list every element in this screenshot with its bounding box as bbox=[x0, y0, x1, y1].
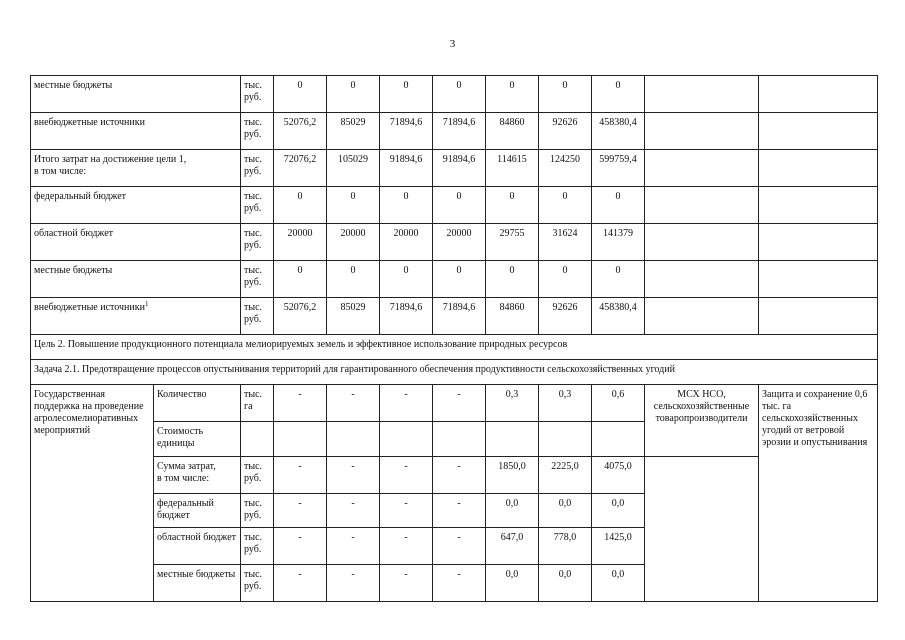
executor-cell bbox=[645, 261, 759, 298]
value-cell: - bbox=[274, 565, 327, 602]
value-cell: - bbox=[433, 565, 486, 602]
indicator-label: областной бюджет bbox=[154, 528, 241, 565]
row-label-text: местные бюджеты bbox=[34, 265, 113, 276]
value-cell: 20000 bbox=[327, 224, 380, 261]
executor-cell: МСХ НСО, сельскохозяйственные товаропроизводители bbox=[645, 385, 759, 457]
value-cell: 0,0 bbox=[539, 494, 592, 528]
value-cell: 0 bbox=[380, 187, 433, 224]
value-cell: 91894,6 bbox=[433, 150, 486, 187]
unit-cell: тыс. руб. bbox=[241, 261, 274, 298]
value-cell: 72076,2 bbox=[274, 150, 327, 187]
indicator-label: Стоимость единицы bbox=[154, 422, 241, 457]
table-row bbox=[31, 261, 878, 298]
value-cell: 0 bbox=[486, 76, 539, 113]
row-label-text: местные бюджеты bbox=[34, 80, 113, 91]
value-cell: - bbox=[380, 385, 433, 422]
executor-cell bbox=[645, 457, 759, 602]
value-cell: 0,0 bbox=[539, 565, 592, 602]
unit-cell: тыс. руб. bbox=[241, 113, 274, 150]
value-cell: 29755 bbox=[486, 224, 539, 261]
value-cell: - bbox=[274, 385, 327, 422]
value-cell: 0,0 bbox=[486, 565, 539, 602]
value-cell bbox=[539, 422, 592, 457]
executor-cell bbox=[645, 76, 759, 113]
value-cell: 0 bbox=[486, 187, 539, 224]
measure-name: Государственная поддержка на проведение агролесомелиоративных мероприятий bbox=[31, 385, 154, 602]
value-cell: 599759,4 bbox=[592, 150, 645, 187]
value-cell: 92626 bbox=[539, 113, 592, 150]
row-label bbox=[31, 261, 241, 298]
value-cell: 20000 bbox=[274, 224, 327, 261]
value-cell: 458380,4 bbox=[592, 113, 645, 150]
table-row bbox=[31, 187, 878, 224]
table-row bbox=[31, 385, 878, 422]
row-label bbox=[31, 224, 241, 261]
value-cell: 84860 bbox=[486, 298, 539, 335]
value-cell: 0,0 bbox=[592, 565, 645, 602]
executor-cell bbox=[645, 224, 759, 261]
value-cell: 71894,6 bbox=[433, 298, 486, 335]
value-cell: - bbox=[327, 528, 380, 565]
value-cell: - bbox=[274, 528, 327, 565]
value-cell: 458380,4 bbox=[592, 298, 645, 335]
value-cell: 85029 bbox=[327, 113, 380, 150]
value-cell: - bbox=[327, 494, 380, 528]
value-cell: - bbox=[327, 385, 380, 422]
value-cell: 0 bbox=[380, 76, 433, 113]
value-cell: 71894,6 bbox=[380, 113, 433, 150]
table-row bbox=[31, 76, 878, 113]
result-cell bbox=[759, 76, 878, 113]
unit-cell: тыс. руб. bbox=[241, 76, 274, 113]
value-cell: 647,0 bbox=[486, 528, 539, 565]
value-cell: 0,3 bbox=[539, 385, 592, 422]
value-cell: 31624 bbox=[539, 224, 592, 261]
value-cell: - bbox=[433, 385, 486, 422]
executor-cell bbox=[645, 150, 759, 187]
row-label-text: внебюджетные источники bbox=[34, 117, 145, 128]
row-label bbox=[31, 150, 241, 187]
value-cell: 0 bbox=[274, 76, 327, 113]
value-cell: 0,3 bbox=[486, 385, 539, 422]
value-cell: - bbox=[380, 565, 433, 602]
value-cell: 4075,0 bbox=[592, 457, 645, 494]
value-cell: 0 bbox=[433, 261, 486, 298]
executor-cell bbox=[645, 113, 759, 150]
indicator-label: федеральный бюджет bbox=[154, 494, 241, 528]
financing-table bbox=[30, 75, 878, 602]
value-cell: 0 bbox=[592, 76, 645, 113]
value-cell: 0,0 bbox=[592, 494, 645, 528]
table-row bbox=[31, 298, 878, 335]
table-row bbox=[31, 457, 878, 494]
value-cell: - bbox=[380, 457, 433, 494]
value-cell: - bbox=[327, 565, 380, 602]
result-cell: Защита и сохранение 0,6 тыс. га сельскохозяйственных угодий от ветровой эрозии и опустынивания bbox=[759, 385, 878, 602]
value-cell: 0 bbox=[433, 187, 486, 224]
value-cell: 0 bbox=[539, 261, 592, 298]
unit-cell: тыс. руб. bbox=[241, 528, 274, 565]
unit-cell: тыс. руб. bbox=[241, 187, 274, 224]
value-cell: 1425,0 bbox=[592, 528, 645, 565]
value-cell bbox=[592, 422, 645, 457]
result-cell bbox=[759, 261, 878, 298]
value-cell: 71894,6 bbox=[433, 113, 486, 150]
value-cell: 71894,6 bbox=[380, 298, 433, 335]
value-cell: 52076,2 bbox=[274, 113, 327, 150]
value-cell: 84860 bbox=[486, 113, 539, 150]
value-cell: - bbox=[433, 528, 486, 565]
footnote-mark: 1 bbox=[144, 300, 149, 308]
row-label bbox=[31, 187, 241, 224]
result-cell bbox=[759, 150, 878, 187]
goal-2-row: Цель 2. Повышение продукционного потенциала мелиорируемых земель и эффективное использование природных ресурсов bbox=[31, 335, 878, 360]
value-cell bbox=[274, 422, 327, 457]
value-cell bbox=[380, 422, 433, 457]
value-cell: - bbox=[433, 494, 486, 528]
value-cell: 0 bbox=[327, 76, 380, 113]
table-row bbox=[31, 224, 878, 261]
result-cell bbox=[759, 187, 878, 224]
value-cell: 0,0 bbox=[486, 494, 539, 528]
value-cell: 0 bbox=[539, 187, 592, 224]
value-cell: 0 bbox=[592, 261, 645, 298]
indicator-label: Сумма затрат, в том числе: bbox=[154, 457, 241, 494]
unit-cell: тыс. руб. bbox=[241, 457, 274, 494]
value-cell: 92626 bbox=[539, 298, 592, 335]
row-label-text: областной бюджет bbox=[34, 228, 114, 239]
value-cell: 0 bbox=[592, 187, 645, 224]
value-cell: 52076,2 bbox=[274, 298, 327, 335]
row-label-text: федеральный бюджет bbox=[34, 191, 127, 202]
row-label-text: Итого затрат на достижение цели 1, в том числе: bbox=[34, 154, 187, 177]
executor-cell bbox=[645, 298, 759, 335]
value-cell: 1850,0 bbox=[486, 457, 539, 494]
unit-cell: тыс. руб. bbox=[241, 565, 274, 602]
value-cell: 0 bbox=[274, 187, 327, 224]
row-label bbox=[31, 76, 241, 113]
value-cell: - bbox=[274, 494, 327, 528]
value-cell: 2225,0 bbox=[539, 457, 592, 494]
value-cell: 0 bbox=[486, 261, 539, 298]
value-cell: - bbox=[433, 457, 486, 494]
value-cell: 0 bbox=[327, 261, 380, 298]
value-cell: 20000 bbox=[380, 224, 433, 261]
row-label bbox=[31, 113, 241, 150]
value-cell: 0 bbox=[327, 187, 380, 224]
indicator-label: Количество bbox=[154, 385, 241, 422]
table-row bbox=[31, 150, 878, 187]
value-cell: - bbox=[380, 528, 433, 565]
row-label bbox=[31, 298, 241, 335]
value-cell: 778,0 bbox=[539, 528, 592, 565]
value-cell: 0 bbox=[380, 261, 433, 298]
unit-cell bbox=[241, 422, 274, 457]
value-cell: 114615 bbox=[486, 150, 539, 187]
value-cell: 105029 bbox=[327, 150, 380, 187]
value-cell bbox=[433, 422, 486, 457]
value-cell: 0,6 bbox=[592, 385, 645, 422]
executor-cell bbox=[645, 187, 759, 224]
unit-cell: тыс. га bbox=[241, 385, 274, 422]
value-cell: 0 bbox=[539, 76, 592, 113]
row-label-text: внебюджетные источники bbox=[34, 302, 145, 313]
unit-cell: тыс. руб. bbox=[241, 150, 274, 187]
value-cell: 0 bbox=[433, 76, 486, 113]
result-cell bbox=[759, 224, 878, 261]
value-cell bbox=[327, 422, 380, 457]
value-cell: 85029 bbox=[327, 298, 380, 335]
unit-cell: тыс. руб. bbox=[241, 224, 274, 261]
result-cell bbox=[759, 298, 878, 335]
value-cell: 141379 bbox=[592, 224, 645, 261]
value-cell: - bbox=[274, 457, 327, 494]
page-number: 3 bbox=[449, 38, 456, 50]
value-cell: 91894,6 bbox=[380, 150, 433, 187]
unit-cell: тыс. руб. bbox=[241, 494, 274, 528]
value-cell bbox=[486, 422, 539, 457]
value-cell: 0 bbox=[274, 261, 327, 298]
unit-cell: тыс. руб. bbox=[241, 298, 274, 335]
indicator-label: местные бюджеты bbox=[154, 565, 241, 602]
task-2-1-row: Задача 2.1. Предотвращение процессов опустынивания территорий для гарантированного обеспечения продуктивности сельскохозяйственных угодий bbox=[31, 360, 878, 385]
result-cell bbox=[759, 113, 878, 150]
table-row bbox=[31, 113, 878, 150]
value-cell: 20000 bbox=[433, 224, 486, 261]
value-cell: - bbox=[327, 457, 380, 494]
value-cell: 124250 bbox=[539, 150, 592, 187]
value-cell: - bbox=[380, 494, 433, 528]
